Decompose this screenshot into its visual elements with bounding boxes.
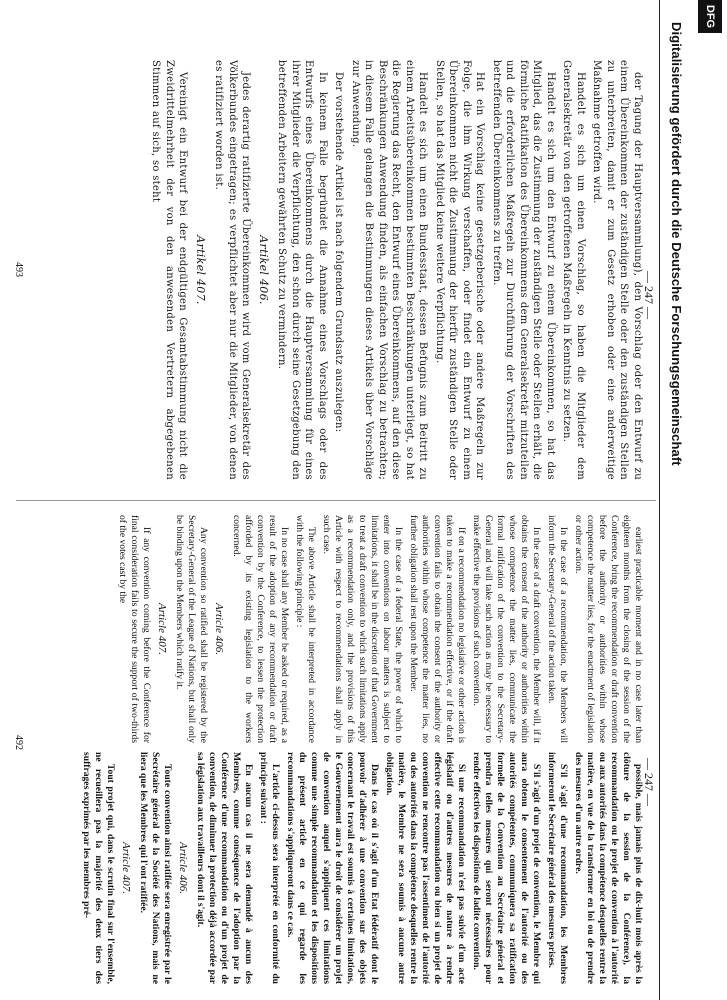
article-406-heading: Artikel 406.	[257, 235, 270, 305]
left-page-number: 492	[13, 735, 24, 750]
article-406-text: Toute convention ainsi ratifiée sera enregistrée par le Secrétaire général de la Société des Nations, mais ne liera que les Membres qui l'ont ratifiée.	[138, 752, 173, 984]
article-407-text: Vereinigt ein Entwurf bei der endgültigen Gesamtabstimmung nicht die Zweidrittelmehrheit der von den anwesenden Vertretern abgegebenen Stimmen auf sich, so steht	[150, 60, 189, 480]
article-407-heading: Article 407.	[120, 842, 132, 894]
french-para: S'il s'agit d'un projet de convention, le Membre qui aura obtenu le consentement de l'autorité ou des autorités compétentes, communiquera sa ratification formelle de la Convention au Secrétaire général et prendra telles mesures qui seront nécessaires pour rendre effectives les dispositions de ladite convention.	[471, 752, 542, 984]
article-407-text: Tout projet qui, dans le scrutin final sur l'ensemble, ne recueillera pas la majorité des deux tiers des suffrages exprimés par les membres pré-	[81, 752, 116, 984]
article-407-heading: Article 407.	[156, 603, 168, 655]
german-para: der Tagung der Hauptversammlung), den Vorschlag oder den Entwurf zu einem Übereinkommen der zuständigen Stelle oder den zuständigen Stellen zu unterbreiten, damit er zum Gesetz erhoben oder eine anderweitige Maßnahme getroffen wird.	[591, 60, 643, 480]
article-406-text: Any convention so ratified shall be registered by the Secretary-General of the League of Nations, but shall only be binding upon the Members which ratify it.	[174, 515, 209, 743]
english-para: In the case of a recommendation, the Members will inform the Secretary-General of the action taken.	[546, 515, 569, 743]
french-para: En aucun cas il ne sera demandé à aucun des Membres, comme conséquence de l'adoption par la Conférence d'une recommandation ou d'un projet de convention, de diminuer la protection déjà accordée par sa législation aux travailleurs dont il s'agit.	[195, 752, 254, 984]
german-para: In keinem Falle begründet die Annahme eines Vorschlags oder des Entwurfs eines Übereinkommens durch die Hauptversammlung für eines ihrer Mitglieder die Verpflichtung, den schon durch seine Gesetzgebung den betreffenden Arbeitern gewährten Schutz zu vermindern.	[276, 60, 328, 480]
english-column	[24, 515, 644, 743]
french-para: L'article ci-dessus sera interprété en conformité du principe suivant :	[258, 752, 281, 984]
article-407-text: If any convention coming before the Conference for final consideration fails to secure the support of two-thirds of the votes cast by the	[117, 515, 152, 743]
french-para: possible, mais jamais plus de dix-huit mois après la clôture de la session de la Conférence), la recommandation ou le projet de convention à l'autorité ou aux autorités dans la compétence desquelles rentre la matière, en vue de la transformer en loi ou de prendre des mesures d'un autre ordre.	[573, 752, 644, 984]
german-para: Hat ein Vorschlag keine gesetzgeberische oder andere Maßregeln zur Folge, die ihm Wirkung verschaffen, oder findet ein Entwurf zu einem Übereinkommen nicht die Zustimmung der hierfür zuständigen Stelle oder Stellen, so hat das Mitglied keine weitere Verpflichtung.	[434, 60, 486, 480]
english-para: In the case of a draft convention, the Member will, if it obtains the consent of the authority or authorities within whose competence the matter lies, communicate the formal ratification of the convention to the Secretary-General and will take such action as may be necessary to make effective the provisions of such convention.	[471, 515, 542, 743]
right-page-header: — 247 —	[642, 271, 656, 319]
article-406-text: Jedes derartig ratifizierte Übereinkommen wird vom Generalsekretär des Völkerbundes eingetragen; es verpflichtet aber nur die Mitglieder, von denen es ratifiziert worden ist.	[213, 60, 252, 480]
french-para: Dans le cas où il s'agit d'un Etat fédératif dont le pouvoir d'adhérer à une convention sur des objets concernant le travail est soumis à certaines limitations, le Gouvernement aura le droit de considérer un projet de convention auquel s'appliquent ces limitations comme une simple recommandation et les dispositions du présent article en ce qui regarde les recommandations s'appliqueront dans ce cas.	[285, 752, 380, 984]
article-406-heading: Article 406.	[213, 603, 225, 655]
german-column	[24, 60, 644, 480]
page-gutter	[16, 500, 656, 501]
left-page-header: — 247 —	[642, 758, 656, 806]
german-para: Der vorstehende Artikel ist nach folgendem Grundsatz auszulegen:	[333, 72, 345, 433]
article-406-heading: Article 406.	[177, 842, 189, 894]
english-para: In no case shall any Member be asked or required, as a result of the adoption of any recommendation or draft convention by the Conference, to lessen the protection afforded by its existing legislation to the workers concerned.	[231, 515, 290, 743]
german-para: Handelt es sich um den Entwurf zu einem Übereinkommen, so hat das Mitglied, das die Zustimmung der zuständigen Stelle oder Stellen erhält, die förmliche Ratifikation des Übereinkommens dem Generalsekretär mitzuteilen und die erforderlichen Maßregeln zur Durchführung der Vorschriften des betreffenden Übereinkommens zu treffen.	[491, 60, 556, 480]
article-407-heading: Artikel 407.	[194, 235, 207, 305]
english-para: In the case of a federal State, the power of which to enter into conventions on labour matters is subject to limitations, it shall be in the discretion of that Government to treat a draft convention to which such limitations apply as a recommendation only, and the provisions of this Article with respect to recommendations shall apply in such case.	[321, 515, 404, 743]
digitization-banner	[659, 0, 690, 1000]
german-para: Handelt es sich um einen Vorschlag, so haben die Mitglieder dem Generalsekretär von den getroffenen Maßregeln in Kenntnis zu setzen.	[561, 60, 586, 480]
english-para: If on a recommendation no legislative or other action is taken to make a recommendation effective, or if the draft convention fails to obtain the consent of the authority or authorities within whose competence the matter lies, no further obligation shall rest upon the Member.	[408, 515, 467, 743]
banner-text: Digitalisierung gefördert durch die Deutsche Forschungsgemeinschaft	[669, 22, 684, 466]
french-para: S'il s'agit d'une recommandation, les Membres informeront le Secrétaire général des mesures prises.	[546, 752, 569, 984]
english-para: earliest practicable moment and in no case later than eighteen months from the closing of the session of the Conference, bring the recommendation or draft convention before the authority or authorities within whose competence the matter lies, for the enactment of legislation or other action.	[573, 515, 644, 743]
dfg-logo: DFG	[698, 0, 722, 33]
english-para: The above Article shall be interpreted in accordance with the following principle :	[294, 515, 317, 743]
french-column	[24, 752, 644, 984]
german-para: Handelt es sich um einen Bundesstaat, dessen Befugnis zum Beitritt zu einem Arbeitsübereinkommen bestimmten Beschränkungen unterliegt, so hat die Regierung das Recht, den Entwurf eines Übereinkommens, auf den diese Beschränkungen Anwendung finden, als einfachen Vorschlag zu betrachten; in diesem Falle gelangen die Bestimmungen dieses Artikels über Vorschläge zur Anwendung.	[350, 60, 429, 480]
french-para: Si une recommandation n'est pas suivie d'un acte législatif ou d'autres mesures de nature à rendre effective cette recommandation ou bien si un projet de convention ne rencontre pas l'assentiment de l'autorité ou des autorités dans la compétence desquelles rentre la matière, le Membre ne sera soumis à aucune autre obligation.	[384, 752, 467, 984]
right-page-number: 493	[13, 262, 24, 277]
